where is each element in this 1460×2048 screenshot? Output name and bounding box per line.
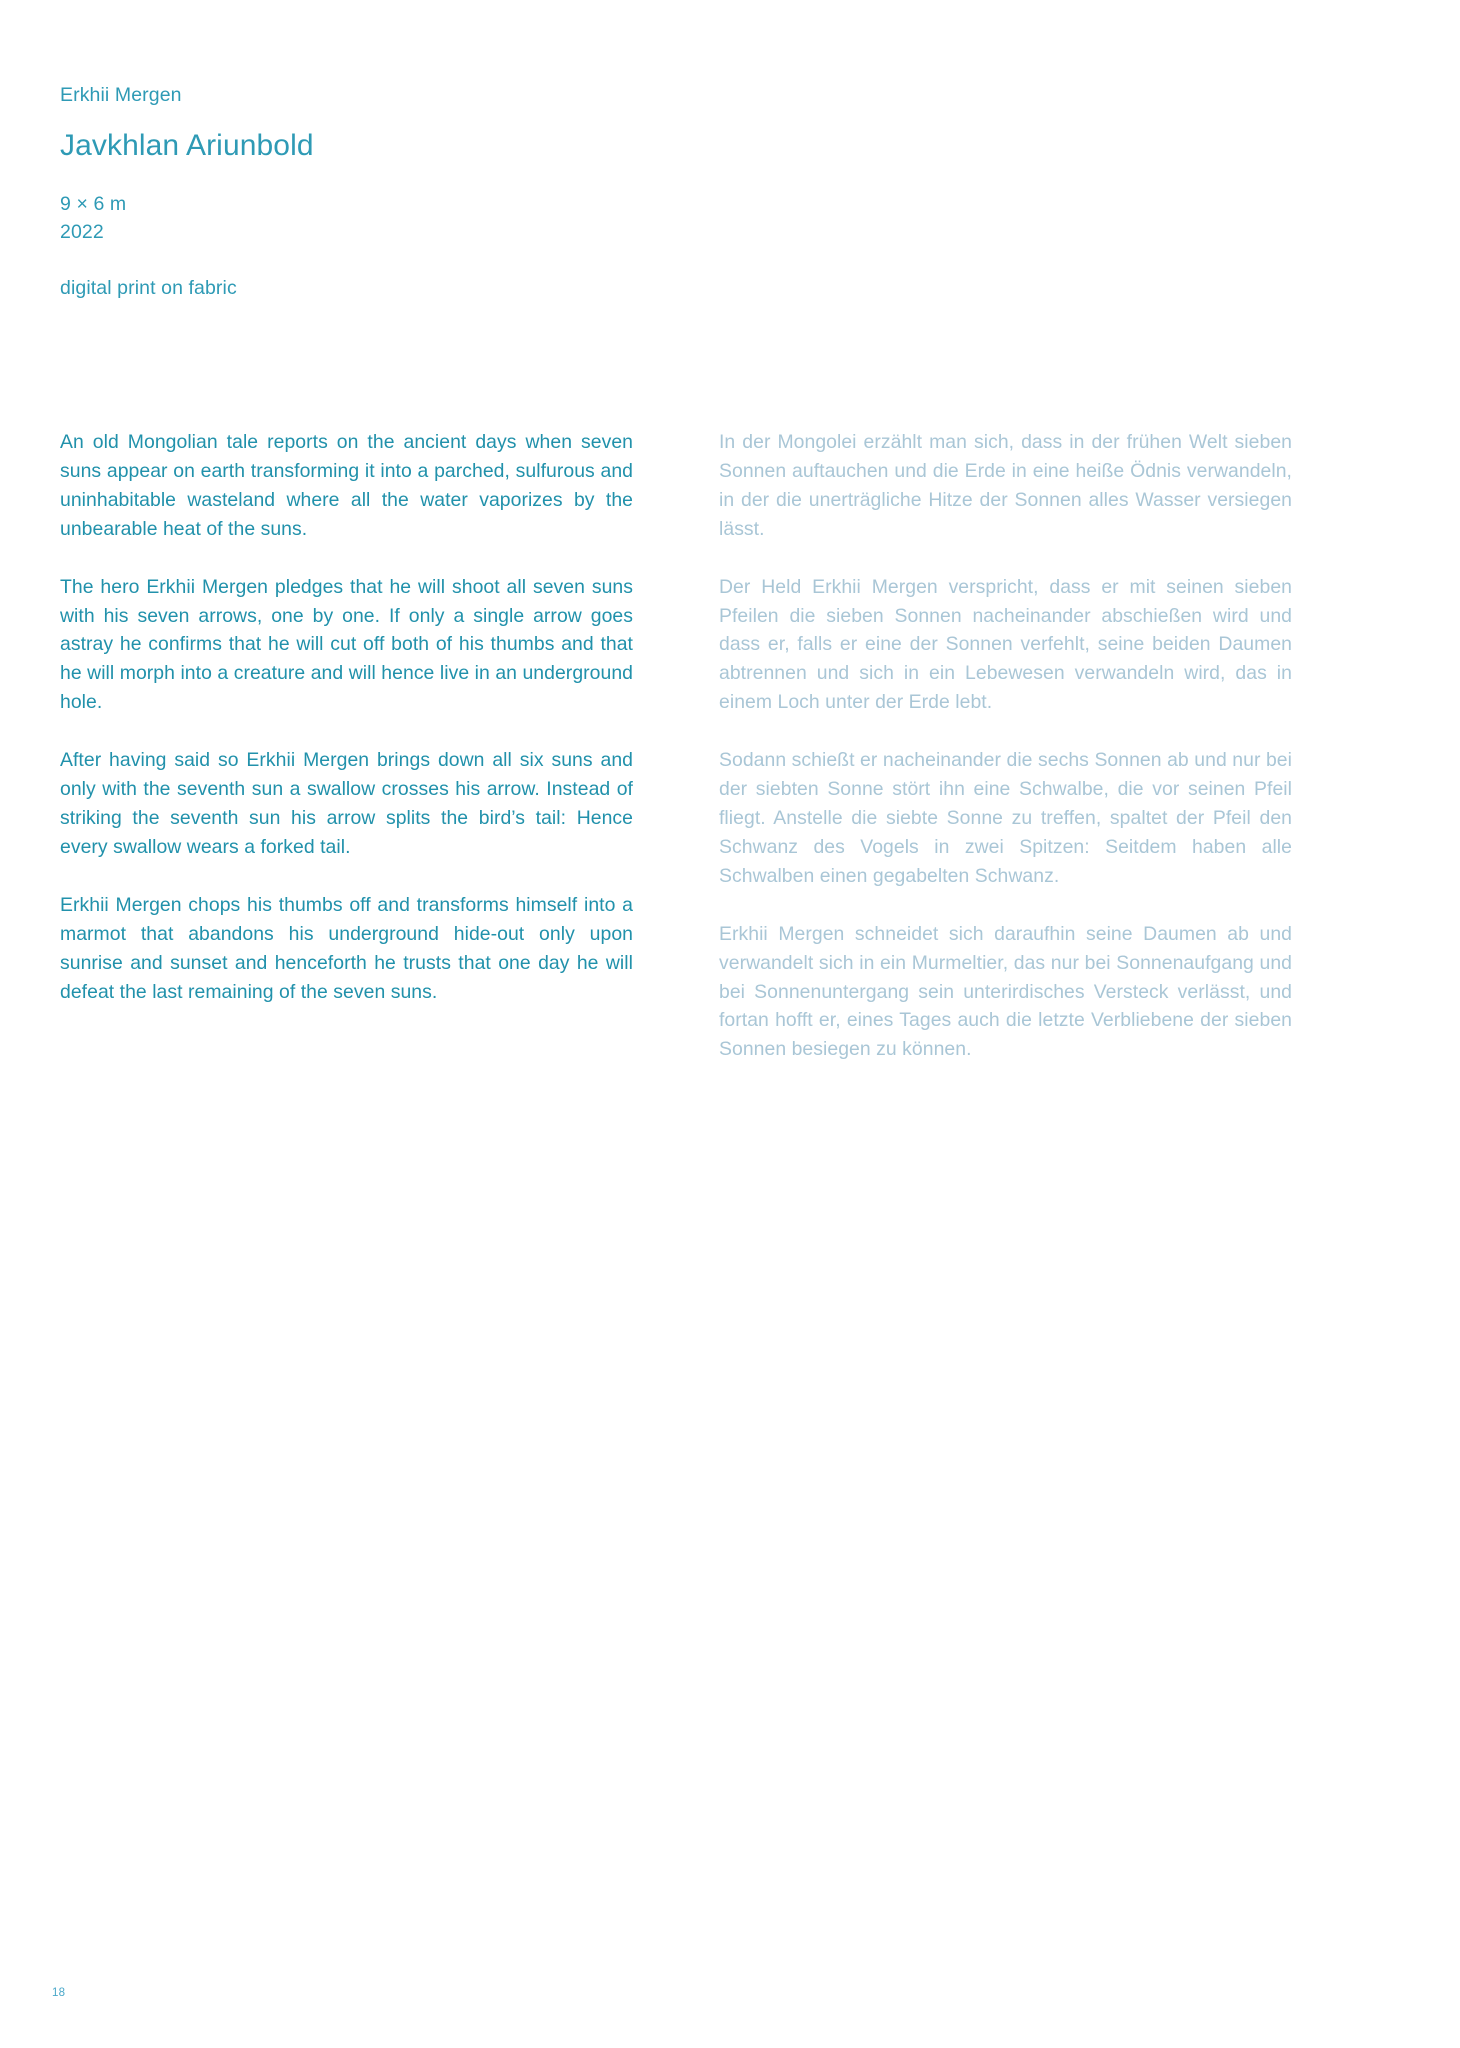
paragraph: Erkhii Mergen schneidet sich daraufhin seine Daumen ab und verwandelt sich in ein Murmeltier, das nur bei Sonnenaufgang und bei Sonnenuntergang sein unterirdisches Versteck verlässt, und fortan hofft er, eines Tages auch die letzte Verbliebene der sieben Sonnen besiegen zu können.: [719, 922, 1292, 1061]
artwork-caption-block: [60, 82, 760, 302]
paragraph: An old Mongolian tale reports on the ancient days when seven suns appear on earth transforming it into a parched, sulfurous and uninhabitable wasteland where all the water vaporizes by the unbearable heat of the suns.: [60, 431, 633, 540]
paragraph: Der Held Erkhii Mergen verspricht, dass er mit seinen sieben Pfeilen die sieben Sonnen nacheinander abschießen wird und dass er, falls er eine der Sonnen verfehlt, seine beiden Daumen abtrennen und sich in ein Lebewesen verwandeln wird, das in einem Loch unter der Erde lebt.: [719, 575, 1292, 714]
artwork-medium: digital print on fabric: [60, 276, 237, 299]
paragraph: The hero Erkhii Mergen pledges that he will shoot all seven suns with his seven arrows, one by one. If only a single arrow goes astray he confirms that he will cut off both of his thumbs and that he will morph into a creature and will hence live in an underground hole.: [60, 575, 633, 714]
artwork-year: 2022: [60, 221, 104, 243]
english-text-column: [60, 428, 633, 1064]
paragraph: Erkhii Mergen chops his thumbs off and transforms himself into a marmot that abandons his underground hide-out only upon sunrise and sunset and henceforth he trusts that one day he will defeat the last remaining of the seven suns.: [60, 893, 633, 1003]
bilingual-text-columns: [60, 428, 1292, 1064]
artist-name: Javkhlan Ariunbold: [60, 129, 314, 163]
paragraph: In der Mongolei erzählt man sich, dass in der frühen Welt sieben Sonnen auftauchen und die Erde in eine heiße Ödnis verwandeln, in der die unerträgliche Hitze der Sonnen alles Wasser versiegen lässt.: [719, 431, 1292, 540]
page-number: 18: [52, 1987, 66, 1999]
paragraph: Sodann schießt er nacheinander die sechs Sonnen ab und nur bei der siebten Sonne stört ihn eine Schwalbe, die vor seinen Pfeil fliegt. Anstelle die siebte Sonne zu treffen, spaltet der Pfeil den Schwanz des Vogels in zwei Spitzen: Seitdem haben alle Schwalben einen gegabelten Schwanz.: [719, 749, 1292, 887]
artwork-dimensions: 9 × 6 m: [60, 193, 127, 216]
artwork-title: Erkhii Mergen: [60, 84, 182, 106]
german-text-column: [719, 428, 1292, 1064]
paragraph: After having said so Erkhii Mergen brings down all six suns and only with the seventh sun a swallow crosses his arrow. Instead of striking the seventh sun his arrow splits the bird’s tail: Hence every swallow wears a forked tail.: [60, 749, 633, 858]
artwork-metadata: [60, 191, 760, 246]
